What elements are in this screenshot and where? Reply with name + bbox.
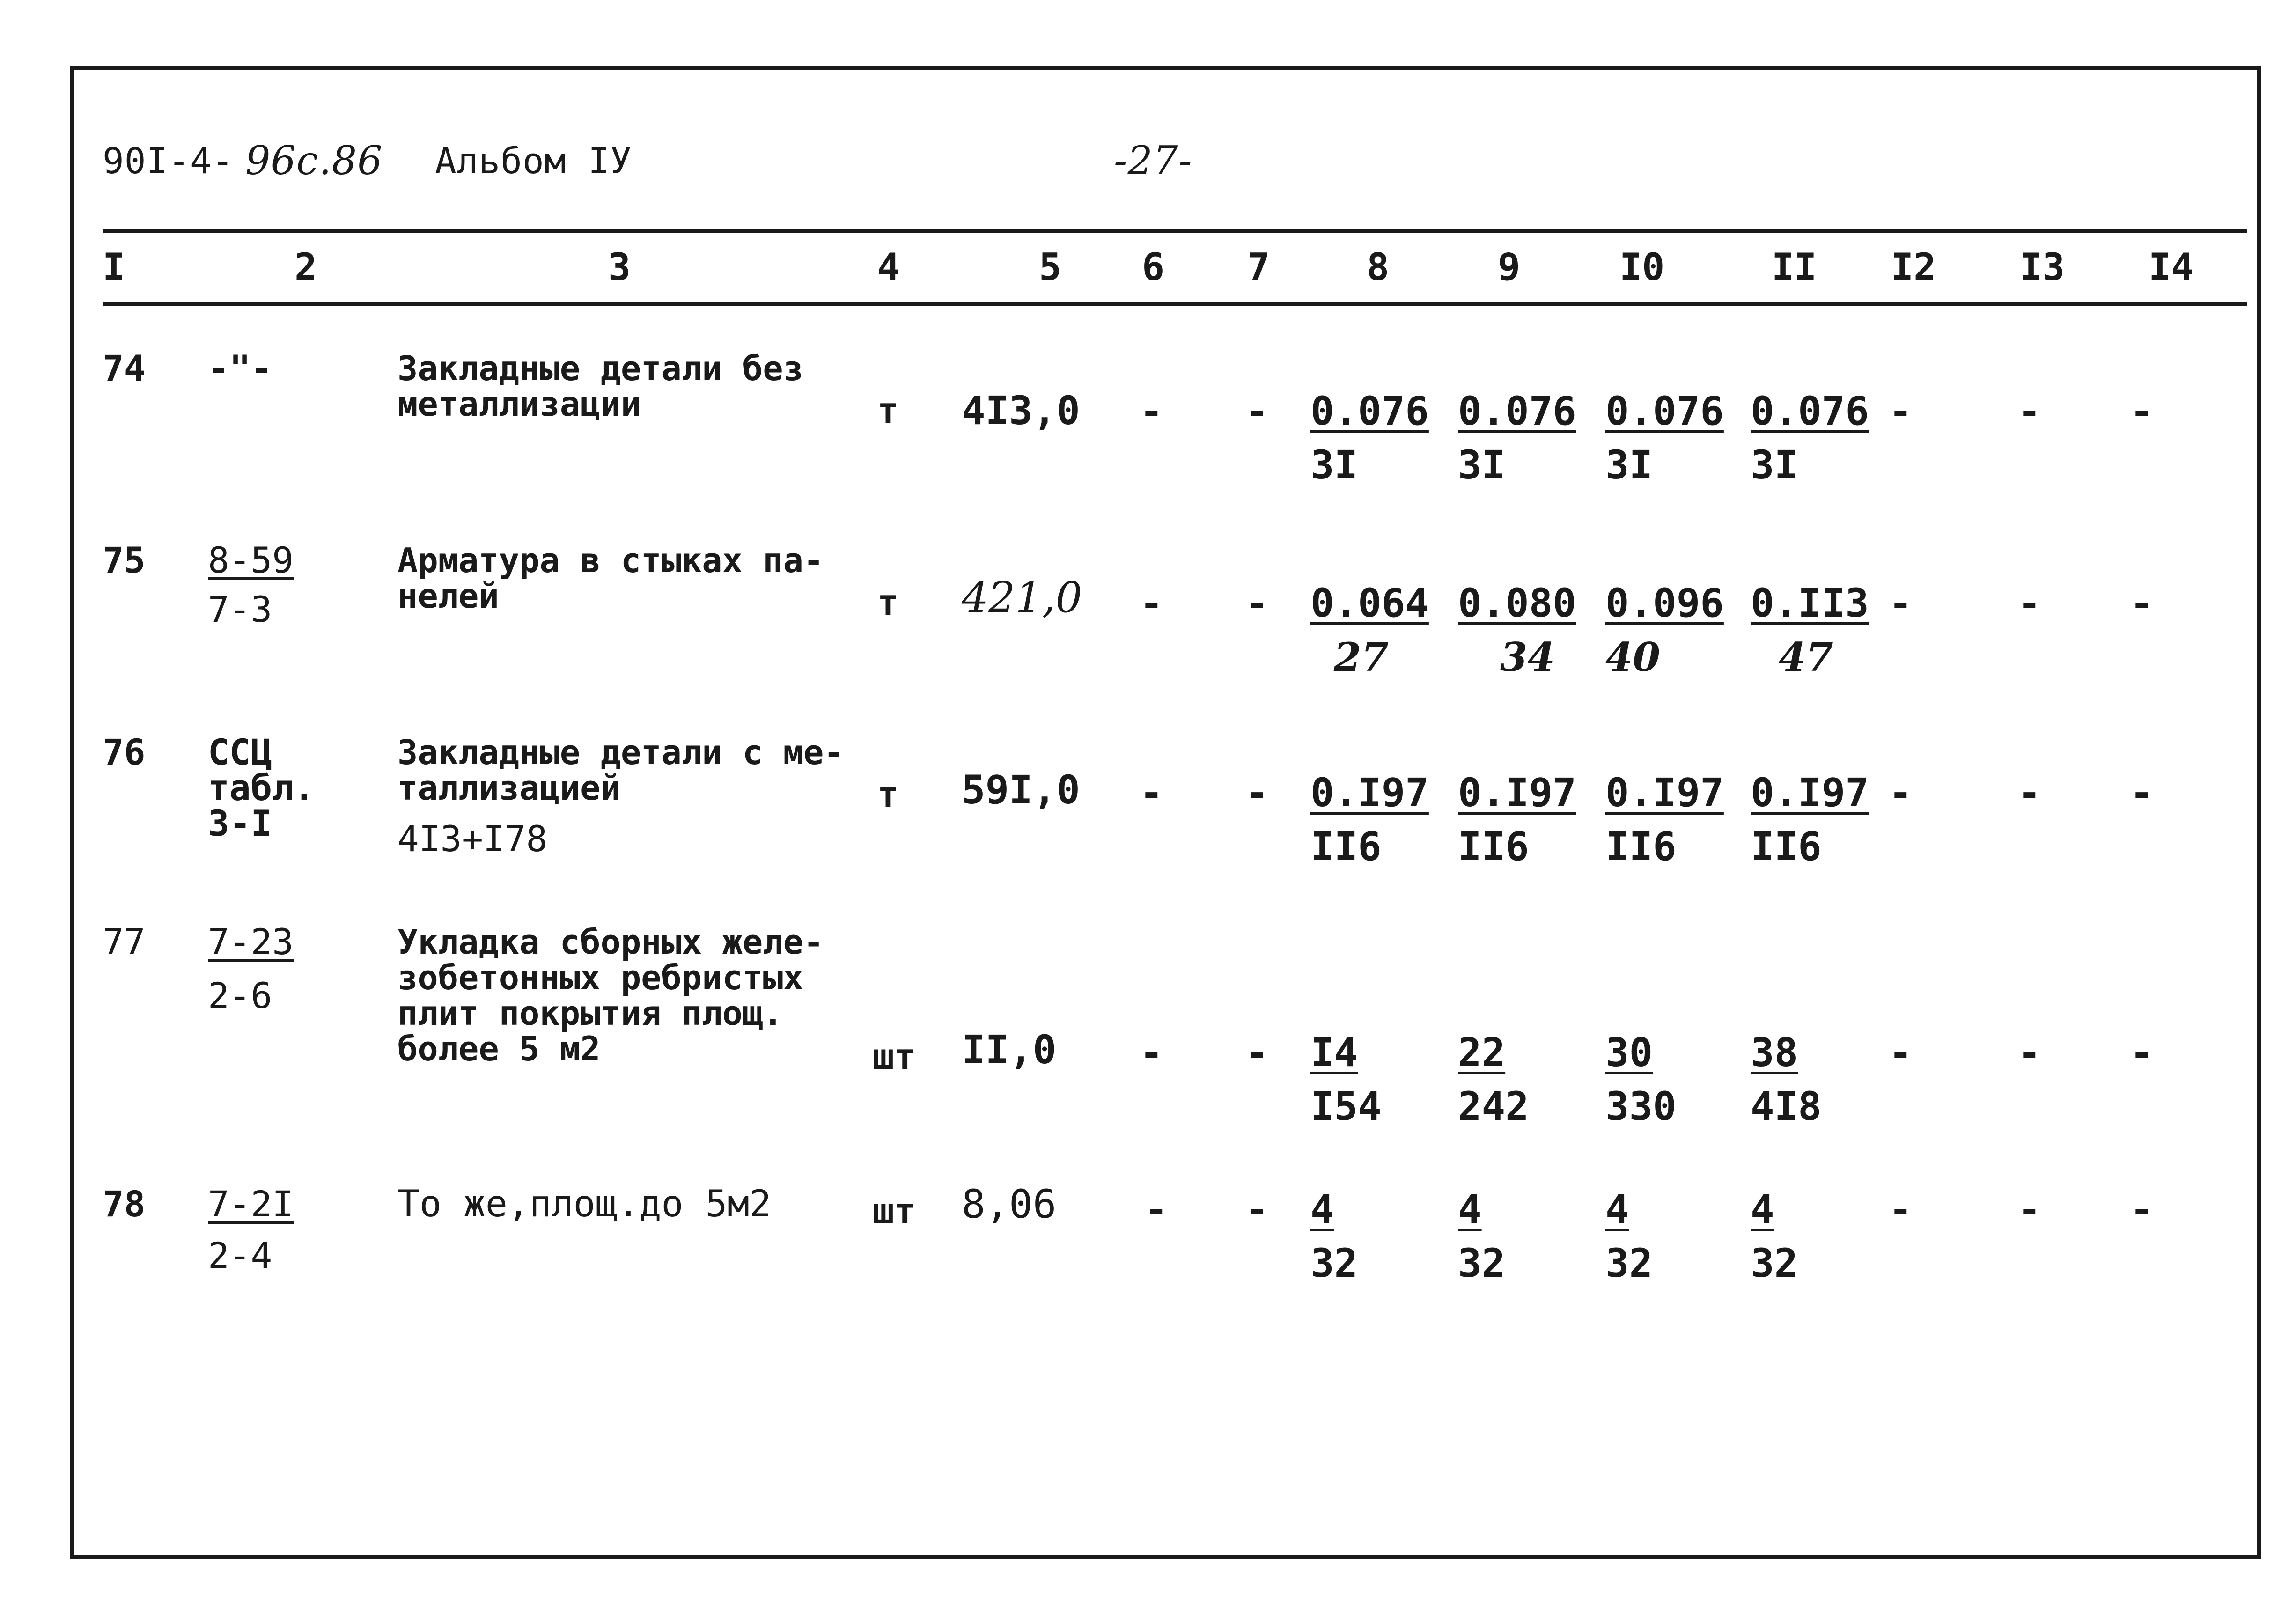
row-code-third: 3-I [208, 802, 272, 844]
row-code: 8-59 [208, 539, 294, 581]
row-col6: - [1140, 1030, 1163, 1075]
row-col10-value: 0.096 [1605, 580, 1724, 626]
col-header-1: I [103, 245, 125, 289]
col-header-2: 2 [294, 245, 317, 289]
row-code: 7-23 [208, 921, 294, 963]
doc-code: 90I-4- [103, 140, 234, 182]
row-code-bottom: 7-3 [208, 589, 272, 630]
row-col6: - [1140, 580, 1163, 626]
row-description-line: нелей [397, 576, 499, 616]
col-header-9: 9 [1498, 245, 1521, 289]
page-number: -27- [1114, 138, 1192, 184]
row-col9-value: 0.080 [1458, 580, 1576, 626]
row-description-line: Арматура в стыках па- [397, 541, 824, 580]
row-col8-value: 0.076 [1310, 388, 1429, 434]
row-description-line: плит покрытия площ. [397, 993, 783, 1033]
row-unit: т [877, 390, 899, 431]
row-col14: - [2130, 770, 2154, 816]
album-label: Альбом IУ [435, 140, 632, 182]
row-quantity: 8,06 [962, 1181, 1057, 1227]
row-unit: шт [873, 1190, 916, 1232]
row-number: 74 [103, 347, 146, 389]
col-header-4: 4 [877, 245, 900, 289]
row-unit: шт [873, 1036, 916, 1077]
row-col10-total: 3I [1605, 442, 1653, 488]
row-col6: - [1140, 770, 1163, 816]
row-description-formula: 4I3+I78 [397, 818, 548, 860]
row-col13: - [2017, 1186, 2041, 1232]
row-quantity: 421,0 [962, 573, 1082, 622]
row-col8-total: I54 [1310, 1083, 1382, 1129]
row-code: -"- [208, 347, 272, 389]
row-code-bottom: табл. [208, 767, 315, 809]
row-col12: - [1889, 1186, 1913, 1232]
row-col14: - [2130, 1186, 2154, 1232]
row-col9-total: 3I [1458, 442, 1506, 488]
row-col7: - [1245, 1030, 1269, 1075]
row-col11-total: 47 [1779, 634, 1833, 680]
row-code: ССЦ [208, 731, 272, 773]
row-col12: - [1889, 580, 1913, 626]
row-col11-value: 0.II3 [1751, 580, 1869, 626]
col-header-14: I4 [2149, 245, 2194, 289]
col-header-12: I2 [1891, 245, 1936, 289]
row-col10-value: 4 [1605, 1186, 1629, 1232]
row-description-line: Закладные детали с ме- [397, 733, 844, 772]
row-code-bottom: 2-4 [208, 1235, 272, 1276]
row-col7: - [1245, 580, 1269, 626]
row-col8-value: 0.064 [1310, 580, 1429, 626]
row-col11-value: 38 [1751, 1030, 1798, 1075]
row-description-line: Закладные детали без [397, 349, 803, 388]
row-description-line: таллизацией [397, 768, 621, 808]
row-col8-total: 32 [1310, 1240, 1358, 1286]
row-col13: - [2017, 388, 2041, 434]
row-col10-total: 40 [1605, 634, 1660, 680]
document-sheet [70, 66, 2261, 1559]
row-description-line: более 5 м2 [397, 1029, 601, 1068]
row-col11-total: 4I8 [1751, 1083, 1822, 1129]
row-number: 78 [103, 1183, 146, 1225]
col-header-3: 3 [608, 245, 631, 289]
row-number: 76 [103, 731, 146, 773]
row-col9-total: 242 [1458, 1083, 1529, 1129]
row-quantity: II,0 [962, 1027, 1057, 1073]
row-description-line: То же,площ.до 5м2 [397, 1183, 772, 1225]
row-code-bottom: 2-6 [208, 975, 272, 1016]
row-col9-value: 0.076 [1458, 388, 1576, 434]
row-col13: - [2017, 770, 2041, 816]
col-header-10: I0 [1619, 245, 1665, 289]
row-description-line: зобетонных ребристых [397, 958, 803, 997]
row-col8-value: 4 [1310, 1186, 1334, 1232]
row-col9-total: 34 [1500, 634, 1555, 680]
col-header-5: 5 [1039, 245, 1062, 289]
row-col7: - [1245, 388, 1269, 434]
row-unit: т [877, 773, 899, 815]
row-col10-value: 0.076 [1605, 388, 1724, 434]
row-col10-value: 0.I97 [1605, 770, 1724, 816]
row-col14: - [2130, 388, 2154, 434]
row-number: 77 [103, 921, 146, 963]
row-col14: - [2130, 1030, 2154, 1075]
col-header-13: I3 [2020, 245, 2065, 289]
row-col11-value: 0.076 [1751, 388, 1869, 434]
row-col10-total: 32 [1605, 1240, 1653, 1286]
row-col12: - [1889, 770, 1913, 816]
row-quantity: 4I3,0 [962, 388, 1080, 434]
row-code: 7-2I [208, 1183, 294, 1225]
row-col7: - [1245, 1186, 1269, 1232]
row-col10-total: II6 [1605, 824, 1677, 869]
row-col8-total: 3I [1310, 442, 1358, 488]
row-col13: - [2017, 580, 2041, 626]
row-col12: - [1889, 1030, 1913, 1075]
row-col8-total: 27 [1334, 634, 1389, 680]
row-number: 75 [103, 539, 146, 581]
col-header-7: 7 [1247, 245, 1270, 289]
row-col9-total: II6 [1458, 824, 1529, 869]
col-header-8: 8 [1367, 245, 1390, 289]
row-col11-total: 32 [1751, 1240, 1798, 1286]
row-description-line: Укладка сборных желе- [397, 922, 824, 962]
row-col14: - [2130, 580, 2154, 626]
row-quantity: 59I,0 [962, 767, 1080, 813]
row-col7: - [1245, 770, 1269, 816]
header-rule-top [103, 229, 2247, 233]
row-col6: - [1144, 1186, 1168, 1232]
row-col9-total: 32 [1458, 1240, 1506, 1286]
row-col6: - [1140, 388, 1163, 434]
row-unit: т [877, 581, 899, 623]
row-col12: - [1889, 388, 1913, 434]
row-col8-value: 0.I97 [1310, 770, 1429, 816]
row-col8-value: I4 [1310, 1030, 1358, 1075]
doc-code-handwritten: 96с.86 [245, 138, 383, 184]
row-col11-value: 4 [1751, 1186, 1774, 1232]
row-col9-value: 22 [1458, 1030, 1506, 1075]
row-col11-total: 3I [1751, 442, 1798, 488]
row-col10-value: 30 [1605, 1030, 1653, 1075]
row-col9-value: 0.I97 [1458, 770, 1576, 816]
row-description-line: металлизации [397, 384, 641, 424]
row-col13: - [2017, 1030, 2041, 1075]
col-header-11: II [1772, 245, 1817, 289]
col-header-6: 6 [1142, 245, 1165, 289]
row-col9-value: 4 [1458, 1186, 1482, 1232]
header-rule-bottom [103, 302, 2247, 306]
row-col8-total: II6 [1310, 824, 1382, 869]
row-col11-total: II6 [1751, 824, 1822, 869]
row-col11-value: 0.I97 [1751, 770, 1869, 816]
row-col10-total: 330 [1605, 1083, 1677, 1129]
